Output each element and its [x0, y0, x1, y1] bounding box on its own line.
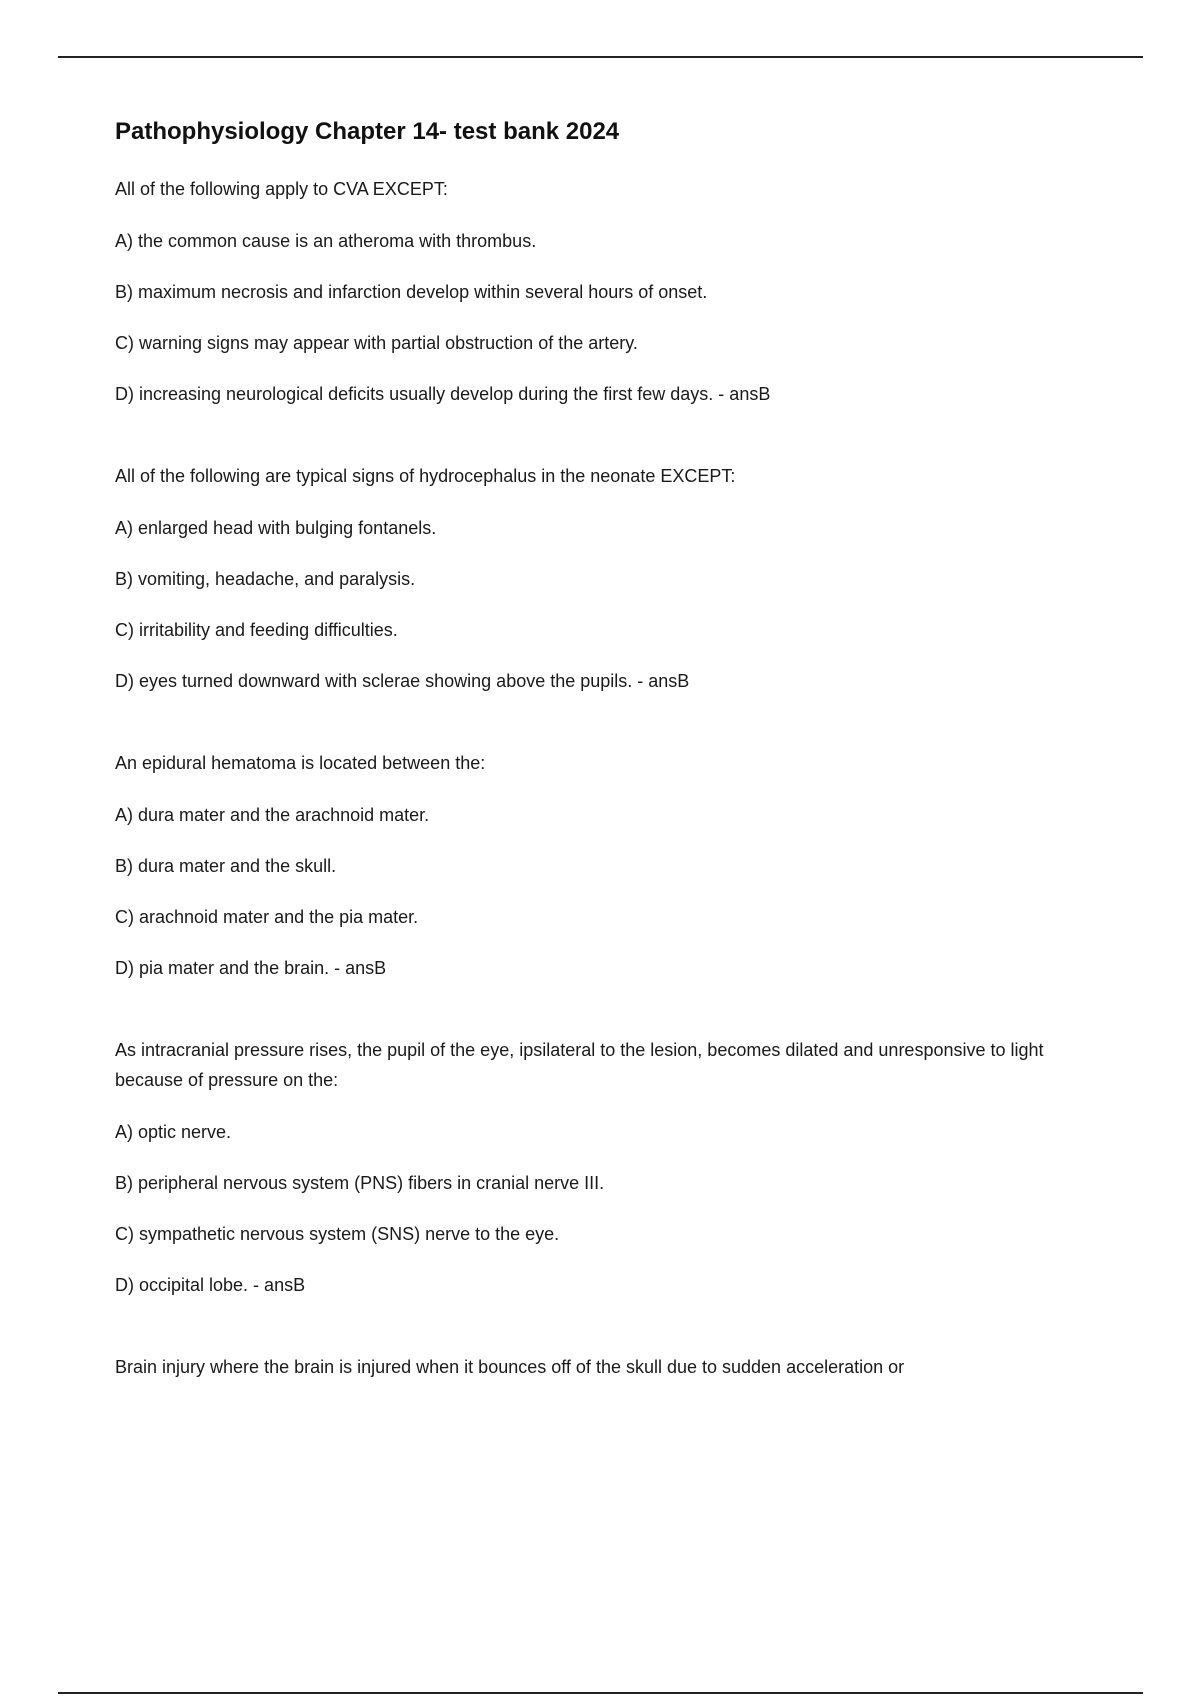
question-block — [115, 1035, 1105, 1300]
question-stem: As intracranial pressure rises, the pupil of the eye, ipsilateral to the lesion, becomes dilated and unresponsive to light because of pressure on the: — [115, 1040, 1044, 1090]
answer-option: B) vomiting, headache, and paralysis. — [115, 569, 416, 589]
header-rule — [58, 56, 1143, 58]
answer-option: D) eyes turned downward with sclerae showing above the pupils. - ansB — [115, 671, 690, 691]
document-title: Pathophysiology Chapter 14- test bank 2024 — [115, 118, 620, 145]
answer-option: C) irritability and feeding difficulties. — [115, 620, 398, 640]
answer-option: C) sympathetic nervous system (SNS) nerve to the eye. — [115, 1224, 560, 1244]
question-block — [115, 174, 1105, 409]
answer-option: C) arachnoid mater and the pia mater. — [115, 907, 419, 927]
question-stem: All of the following are typical signs of hydrocephalus in the neonate EXCEPT: — [115, 466, 736, 486]
answer-option: A) optic nerve. — [115, 1122, 232, 1142]
answer-option: A) enlarged head with bulging fontanels. — [115, 518, 437, 538]
answer-option: B) dura mater and the skull. — [115, 856, 337, 876]
answer-option: B) maximum necrosis and infarction develop within several hours of onset. — [115, 282, 708, 302]
question-stem: An epidural hematoma is located between the: — [115, 753, 486, 773]
question-block — [115, 461, 1105, 696]
answer-option: A) dura mater and the arachnoid mater. — [115, 805, 430, 825]
answer-option: D) increasing neurological deficits usually develop during the first few days. - ansB — [115, 384, 771, 404]
footer-rule — [58, 1692, 1143, 1694]
question-block — [115, 748, 1105, 983]
question-stem: All of the following apply to CVA EXCEPT: — [115, 179, 448, 199]
answer-option: A) the common cause is an atheroma with thrombus. — [115, 231, 537, 251]
answer-option: B) peripheral nervous system (PNS) fibers in cranial nerve III. — [115, 1173, 605, 1193]
question-block — [115, 1352, 1105, 1382]
answer-option: D) occipital lobe. - ansB — [115, 1275, 306, 1295]
answer-option: D) pia mater and the brain. - ansB — [115, 958, 387, 978]
question-stem: Brain injury where the brain is injured when it bounces off of the skull due to sudden acceleration or — [115, 1357, 905, 1377]
answer-option: C) warning signs may appear with partial obstruction of the artery. — [115, 333, 638, 353]
document-body — [115, 112, 1105, 1434]
